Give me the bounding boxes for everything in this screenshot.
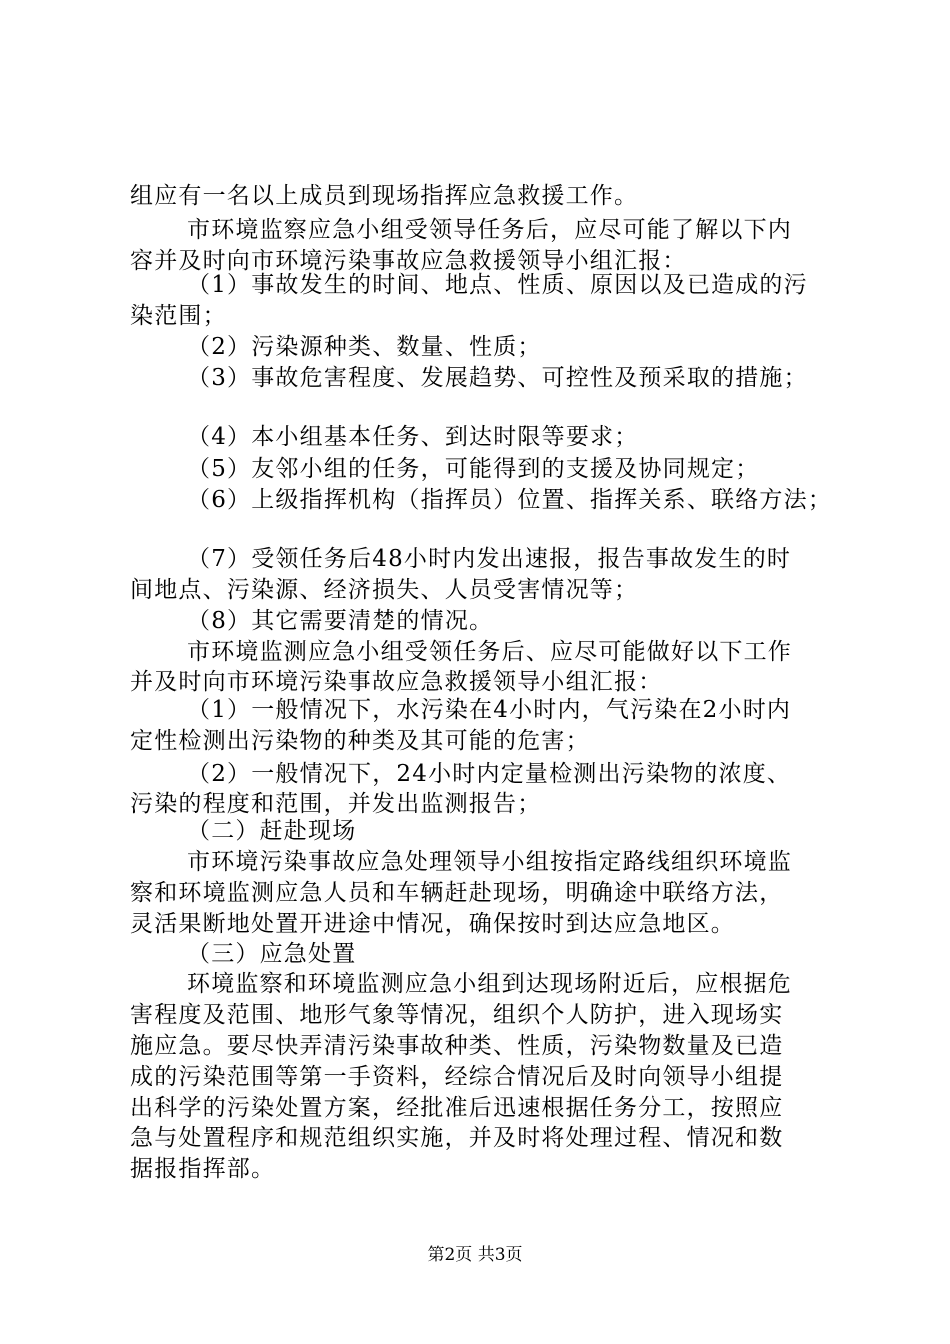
body-line: （8）其它需要清楚的情况。 (187, 608, 494, 634)
body-line: 间地点、污染源、经济损失、人员受害情况等； (130, 577, 639, 603)
body-line: 急与处置程序和规范组织实施，并及时将处理过程、情况和数 (130, 1125, 784, 1151)
body-line: 组应有一名以上成员到现场指挥应急救援工作。 (130, 183, 639, 209)
body-line: 施应急。要尽快弄清污染事故种类、性质，污染物数量及已造 (130, 1033, 784, 1059)
body-line: （5）友邻小组的任务，可能得到的支援及协同规定； (187, 456, 760, 482)
body-line: （1）一般情况下，水污染在4小时内，气污染在2小时内 (187, 697, 792, 723)
body-line: 容并及时向市环境污染事故应急救援领导小组汇报： (130, 248, 687, 274)
body-line: 成的污染范围等第一手资料，经综合情况后及时向领导小组提 (130, 1064, 784, 1090)
body-line: （3）事故危害程度、发展趋势、可控性及预采取的措施； (187, 365, 808, 391)
body-line: 害程度及范围、地形气象等情况，组织个人防护，进入现场实 (130, 1002, 784, 1028)
body-line: 市环境监察应急小组受领导任务后，应尽可能了解以下内 (187, 217, 792, 243)
body-line: 察和环境监测应急人员和车辆赶赴现场，明确途中联络方法， (130, 880, 784, 906)
body-line: （6）上级指挥机构（指挥员）位置、指挥关系、联络方法； (187, 487, 833, 513)
body-line: （1）事故发生的时间、地点、性质、原因以及已造成的污 (187, 272, 808, 298)
page-number-footer: 第2页 共3页 (427, 1245, 523, 1265)
body-line: （7）受领任务后48小时内发出速报，报告事故发生的时 (187, 546, 792, 572)
section-heading: （三）应急处置 (187, 941, 357, 967)
body-line: 据报指挥部。 (130, 1156, 276, 1182)
body-line: 市环境污染事故应急处理领导小组按指定路线组织环境监 (187, 849, 792, 875)
body-line: 污染的程度和范围，并发出监测报告； (130, 791, 542, 817)
body-line: （2）污染源种类、数量、性质； (187, 334, 542, 360)
body-line: 并及时向市环境污染事故应急救援领导小组汇报： (130, 669, 663, 695)
body-line: 定性检测出污染物的种类及其可能的危害； (130, 728, 590, 754)
body-line: （4）本小组基本任务、到达时限等要求； (187, 424, 639, 450)
body-line: 染范围； (130, 303, 227, 329)
section-heading: （二）赶赴现场 (187, 818, 357, 844)
body-line: 出科学的污染处置方案，经批准后迅速根据任务分工，按照应 (130, 1095, 784, 1121)
body-line: （2）一般情况下，24小时内定量检测出污染物的浓度、 (187, 761, 792, 787)
body-line: 灵活果断地处置开进途中情况，确保按时到达应急地区。 (130, 911, 735, 937)
body-line: 环境监察和环境监测应急小组到达现场附近后，应根据危 (187, 971, 792, 997)
body-line: 市环境监测应急小组受领任务后、应尽可能做好以下工作 (187, 639, 792, 665)
